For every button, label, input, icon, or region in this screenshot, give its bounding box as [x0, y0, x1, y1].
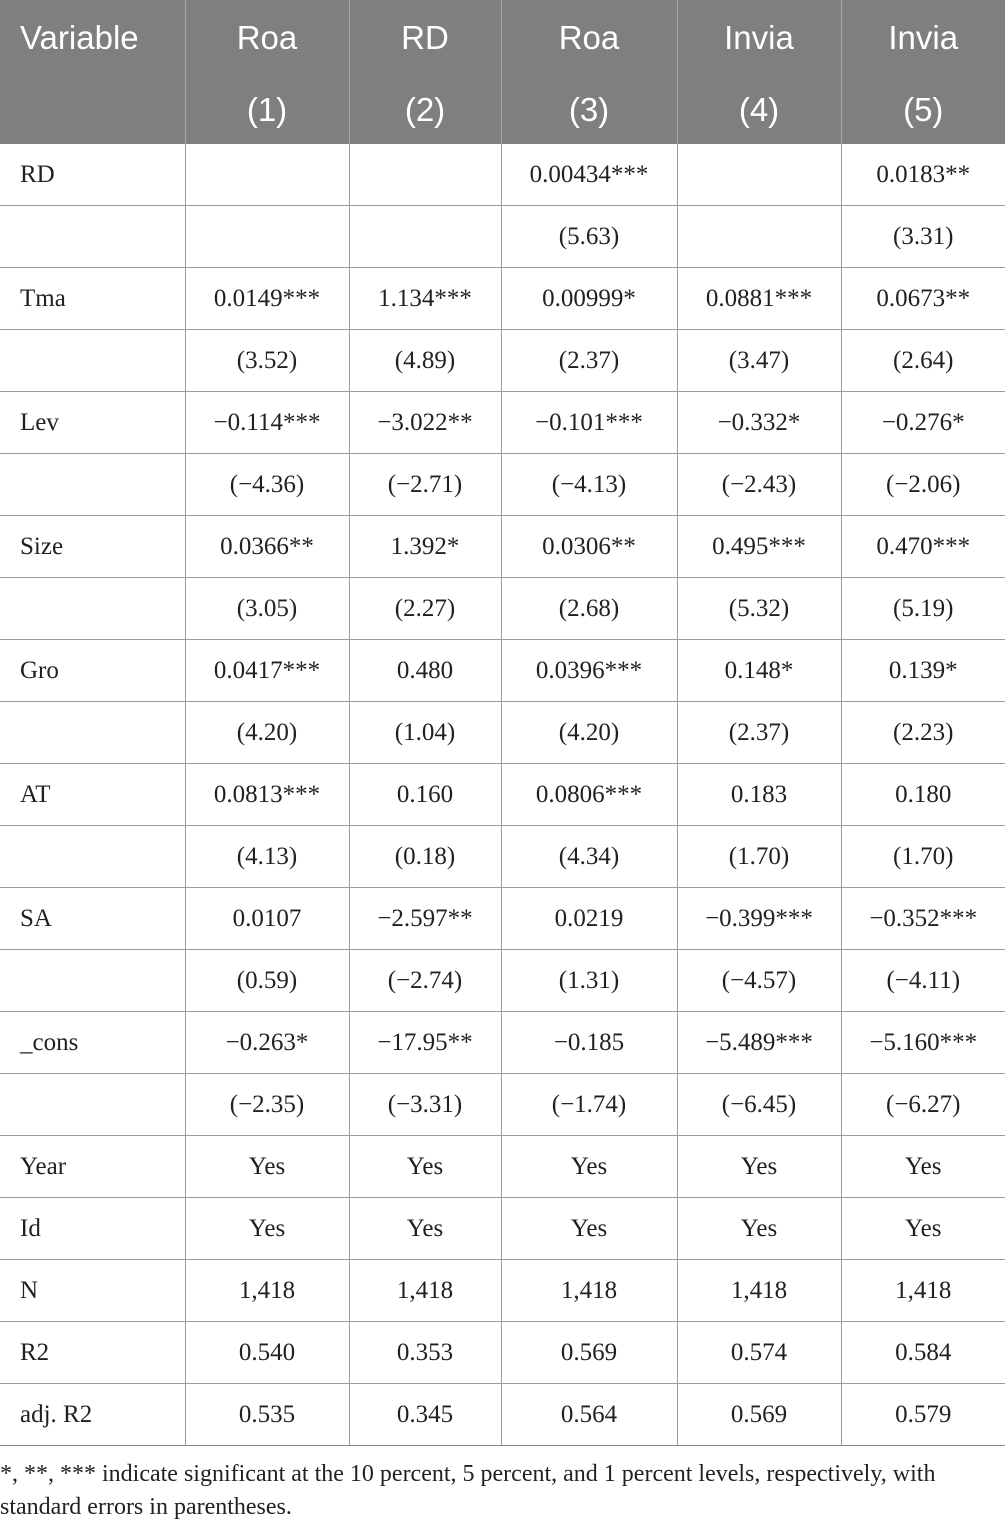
table-cell: (1.04) — [349, 702, 501, 764]
table-cell: (−4.11) — [841, 950, 1005, 1012]
table-cell: −3.022** — [349, 392, 501, 454]
row-label: Id — [0, 1198, 185, 1260]
column-header-num-1: (1) — [185, 76, 349, 144]
table-row — [0, 206, 1005, 268]
table-cell: 0.0673** — [841, 268, 1005, 330]
table-cell: (3.52) — [185, 330, 349, 392]
row-label — [0, 1074, 185, 1136]
table-cell: (2.27) — [349, 578, 501, 640]
table-cell: (4.89) — [349, 330, 501, 392]
row-label: AT — [0, 764, 185, 826]
table-cell: (−4.36) — [185, 454, 349, 516]
row-label — [0, 454, 185, 516]
row-label — [0, 702, 185, 764]
row-label — [0, 330, 185, 392]
table-cell — [349, 206, 501, 268]
row-label: Tma — [0, 268, 185, 330]
table-cell: 1,418 — [185, 1260, 349, 1322]
table-cell: (4.34) — [501, 826, 677, 888]
table-cell: 0.0107 — [185, 888, 349, 950]
header-row-dependent-variables — [0, 0, 1005, 76]
table-cell: 0.345 — [349, 1384, 501, 1446]
table-cell: (−2.71) — [349, 454, 501, 516]
table-cell: Yes — [185, 1136, 349, 1198]
row-label — [0, 826, 185, 888]
table-row — [0, 888, 1005, 950]
table-cell — [677, 144, 841, 206]
column-header-num-2: (2) — [349, 76, 501, 144]
table-cell: 1.134*** — [349, 268, 501, 330]
column-header-num-3: (3) — [501, 76, 677, 144]
table-row — [0, 1384, 1005, 1446]
table-cell: (2.23) — [841, 702, 1005, 764]
table-cell — [185, 206, 349, 268]
table-row — [0, 1012, 1005, 1074]
table-cell: 0.0306** — [501, 516, 677, 578]
table-cell: 0.569 — [501, 1322, 677, 1384]
table-cell: Yes — [501, 1198, 677, 1260]
table-cell: −0.101*** — [501, 392, 677, 454]
table-cell: −0.114*** — [185, 392, 349, 454]
table-cell: Yes — [841, 1198, 1005, 1260]
table-cell: (5.32) — [677, 578, 841, 640]
table-cell: 0.0417*** — [185, 640, 349, 702]
table-cell: (−1.74) — [501, 1074, 677, 1136]
table-cell: (0.59) — [185, 950, 349, 1012]
table-cell: (1.70) — [677, 826, 841, 888]
table-cell: Yes — [501, 1136, 677, 1198]
table-cell: (2.37) — [501, 330, 677, 392]
table-row — [0, 330, 1005, 392]
table-cell: (−4.57) — [677, 950, 841, 1012]
table-cell: (0.18) — [349, 826, 501, 888]
table-row — [0, 454, 1005, 516]
table-cell: (4.20) — [501, 702, 677, 764]
table-cell: (−4.13) — [501, 454, 677, 516]
table-cell: (5.19) — [841, 578, 1005, 640]
row-label: N — [0, 1260, 185, 1322]
table-cell: −0.332* — [677, 392, 841, 454]
table-cell: Yes — [677, 1136, 841, 1198]
table-cell: (3.47) — [677, 330, 841, 392]
column-header-dep-3: Roa — [501, 0, 677, 76]
table-cell: (5.63) — [501, 206, 677, 268]
table-row — [0, 826, 1005, 888]
table-cell: 0.0366** — [185, 516, 349, 578]
table-cell: (2.68) — [501, 578, 677, 640]
table-cell: (3.31) — [841, 206, 1005, 268]
table-cell: 0.180 — [841, 764, 1005, 826]
table-row — [0, 578, 1005, 640]
table-cell: 0.0806*** — [501, 764, 677, 826]
row-label: Lev — [0, 392, 185, 454]
table-cell: (2.37) — [677, 702, 841, 764]
table-cell: Yes — [185, 1198, 349, 1260]
header-empty-cell — [0, 76, 185, 144]
table-cell: 0.564 — [501, 1384, 677, 1446]
table-row — [0, 764, 1005, 826]
table-cell: (1.70) — [841, 826, 1005, 888]
column-header-dep-1: Roa — [185, 0, 349, 76]
table-header — [0, 0, 1005, 144]
table-cell: 0.0396*** — [501, 640, 677, 702]
column-header-num-4: (4) — [677, 76, 841, 144]
table-cell: 0.574 — [677, 1322, 841, 1384]
table-cell: −0.399*** — [677, 888, 841, 950]
table-row — [0, 1074, 1005, 1136]
row-label: Gro — [0, 640, 185, 702]
table-cell: 1,418 — [501, 1260, 677, 1322]
variable-column-header: Variable — [0, 0, 185, 76]
table-body — [0, 144, 1005, 1446]
table-row — [0, 702, 1005, 764]
column-header-dep-4: Invia — [677, 0, 841, 76]
table-row — [0, 392, 1005, 454]
table-cell: 1.392* — [349, 516, 501, 578]
row-label: adj. R2 — [0, 1384, 185, 1446]
table-row — [0, 144, 1005, 206]
table-cell: (−2.35) — [185, 1074, 349, 1136]
table-cell: 0.0219 — [501, 888, 677, 950]
table-cell: −0.185 — [501, 1012, 677, 1074]
table-row — [0, 1260, 1005, 1322]
table-cell: (4.20) — [185, 702, 349, 764]
table-cell: 0.0813*** — [185, 764, 349, 826]
table-cell: 0.495*** — [677, 516, 841, 578]
table-cell: 0.160 — [349, 764, 501, 826]
table-cell: 1,418 — [677, 1260, 841, 1322]
table-row — [0, 268, 1005, 330]
table-cell: 0.00999* — [501, 268, 677, 330]
table-row — [0, 1322, 1005, 1384]
table-cell: −5.160*** — [841, 1012, 1005, 1074]
table-cell — [185, 144, 349, 206]
column-header-dep-2: RD — [349, 0, 501, 76]
table-cell: Yes — [841, 1136, 1005, 1198]
table-cell: 0.579 — [841, 1384, 1005, 1446]
row-label: SA — [0, 888, 185, 950]
table-cell: 0.0149*** — [185, 268, 349, 330]
table-row — [0, 1136, 1005, 1198]
table-cell: 0.183 — [677, 764, 841, 826]
table-cell: (2.64) — [841, 330, 1005, 392]
table-cell: (−2.43) — [677, 454, 841, 516]
table-cell: 0.535 — [185, 1384, 349, 1446]
table-row — [0, 950, 1005, 1012]
row-label — [0, 950, 185, 1012]
table-cell: (1.31) — [501, 950, 677, 1012]
table-cell: 1,418 — [349, 1260, 501, 1322]
table-cell: (−2.06) — [841, 454, 1005, 516]
table-cell: 0.569 — [677, 1384, 841, 1446]
table-cell: 0.584 — [841, 1322, 1005, 1384]
table-cell: 0.139* — [841, 640, 1005, 702]
header-row-model-numbers — [0, 76, 1005, 144]
table-cell: 0.480 — [349, 640, 501, 702]
row-label: RD — [0, 144, 185, 206]
table-cell: −17.95** — [349, 1012, 501, 1074]
row-label: Year — [0, 1136, 185, 1198]
table-cell: (4.13) — [185, 826, 349, 888]
table-cell — [349, 144, 501, 206]
table-cell: −0.352*** — [841, 888, 1005, 950]
table-cell: (−2.74) — [349, 950, 501, 1012]
column-header-dep-5: Invia — [841, 0, 1005, 76]
table-cell: 0.540 — [185, 1322, 349, 1384]
table-cell: 0.148* — [677, 640, 841, 702]
row-label: Size — [0, 516, 185, 578]
table-cell: (−6.45) — [677, 1074, 841, 1136]
table-cell: 0.0183** — [841, 144, 1005, 206]
table-cell: 0.353 — [349, 1322, 501, 1384]
table-cell: Yes — [349, 1136, 501, 1198]
table-cell — [677, 206, 841, 268]
column-header-num-5: (5) — [841, 76, 1005, 144]
table-cell: (3.05) — [185, 578, 349, 640]
row-label: R2 — [0, 1322, 185, 1384]
table-cell: 0.0881*** — [677, 268, 841, 330]
table-cell: (−3.31) — [349, 1074, 501, 1136]
table-cell: −2.597** — [349, 888, 501, 950]
row-label — [0, 206, 185, 268]
row-label — [0, 578, 185, 640]
table-cell: −0.263* — [185, 1012, 349, 1074]
table-cell: 1,418 — [841, 1260, 1005, 1322]
row-label: _cons — [0, 1012, 185, 1074]
table-cell: Yes — [349, 1198, 501, 1260]
table-cell: 0.00434*** — [501, 144, 677, 206]
table-cell: (−6.27) — [841, 1074, 1005, 1136]
table-cell: Yes — [677, 1198, 841, 1260]
table-row — [0, 516, 1005, 578]
table-cell: 0.470*** — [841, 516, 1005, 578]
table-cell: −5.489*** — [677, 1012, 841, 1074]
table-row — [0, 1198, 1005, 1260]
table-row — [0, 640, 1005, 702]
table-footnote: *, **, *** indicate significant at the 10 percent, 5 percent, and 1 percent levels, respectively, with standard errors in parentheses. — [0, 1461, 936, 1520]
table-cell: −0.276* — [841, 392, 1005, 454]
